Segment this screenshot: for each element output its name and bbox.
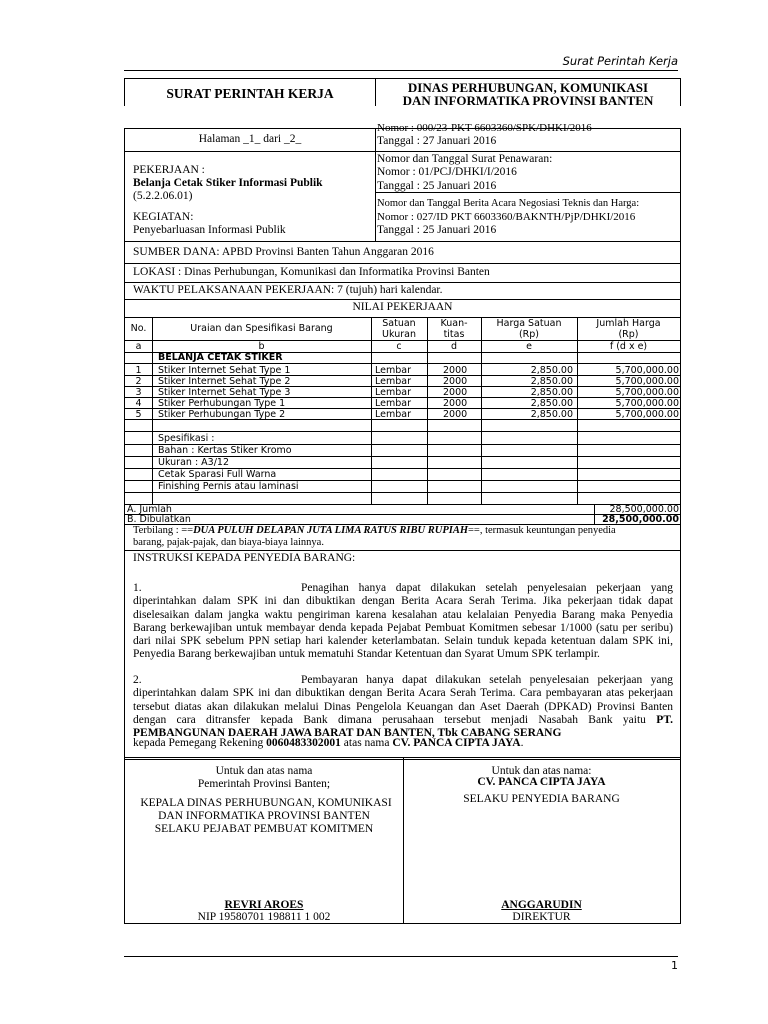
agency-name-line2: DAN INFORMATIKA PROVINSI BANTEN xyxy=(402,93,654,106)
letter-f: f (d x e) xyxy=(609,341,648,352)
page-number: 1 xyxy=(671,959,678,972)
dibulatkan-value: 28,500,000.00 xyxy=(602,514,679,525)
negosiasi-label: Nomor dan Tanggal Berita Acara Negosiasi Teknis dan Harga: xyxy=(377,198,640,209)
penawaran-nomor: Nomor : 01/PCJ/DHKI/I/2016 xyxy=(377,166,517,178)
row-price: 2,850.00 xyxy=(530,365,573,376)
signature-block xyxy=(124,757,681,924)
rule xyxy=(125,550,680,551)
sig-left-nip: NIP 19580701 198811 1 002 xyxy=(197,911,331,923)
bank-name: PT. PEMBANGUNAN DAERAH JAWA BARAT DAN BANTEN, Tbk CABANG SERANG xyxy=(133,713,674,740)
kegiatan-name: Penyebarluasan Informasi Publik xyxy=(133,224,286,236)
letter-e: e xyxy=(526,341,532,352)
rule xyxy=(125,299,680,300)
instruksi-item2 xyxy=(133,674,673,740)
row-price: 2,850.00 xyxy=(530,398,573,409)
instruksi-title: INSTRUKSI KEPADA PENYEDIA BARANG: xyxy=(133,552,356,564)
row-total: 5,700,000.00 xyxy=(615,365,679,376)
negosiasi-nomor: Nomor : 027/ID PKT 6603360/BAKNTH/PjP/DHKI/2016 xyxy=(377,211,636,223)
th-uraian: Uraian dan Spesifikasi Barang xyxy=(190,323,333,334)
th-satuan-2: Ukuran xyxy=(382,329,416,340)
jumlah-value: 28,500,000.00 xyxy=(609,504,679,515)
row-price: 2,850.00 xyxy=(530,376,573,387)
kegiatan-label: KEGIATAN: xyxy=(133,211,194,223)
row-unit: Lembar xyxy=(375,409,411,420)
rekening-line xyxy=(133,737,523,749)
rule xyxy=(125,363,680,364)
sig-right-name: ANGGARUDIN xyxy=(501,899,582,911)
rekening-end: . xyxy=(520,737,524,749)
rule xyxy=(376,192,680,193)
row-qty: 2000 xyxy=(443,398,468,409)
terbilang-suffix: ==, termasuk keuntungan penyedia xyxy=(468,525,616,536)
instruksi-item1: Penagihan hanya dapat dilakukan setelah penyelesaian pekerjaan yang diperintahkan dalam SPK ini dan dibuktikan dengan Berita Acara Serah Terima. Jika pekerjaan tidak dapat diselesaikan dalam jangka waktu pengiriman karena kesalahan atau kelalaian Penyedia Barang maka Penyedia Barang berkewajiban untuk membayar denda kepada Pejabat Pembuat Komitmen sebesar 1/1000 (satu per seribu) dari nilai SPK sebelum PPN setiap hari kalender keterlambatan. Selain tunduk kepada ketentuan dalam SPK ini, Penyedia Barang berkewajiban untuk mematuhi Standar Ketentuan dan Syarat Umum SPK terlampir. xyxy=(133,582,673,661)
negosiasi-tanggal: Tanggal : 25 Januari 2016 xyxy=(377,224,497,236)
spec-item: Cetak Sparasi Full Warna xyxy=(158,469,277,480)
letter-b: b xyxy=(258,341,265,352)
row-qty: 2000 xyxy=(443,387,468,398)
sig-right-role: SELAKU PENYEDIA BARANG xyxy=(463,793,620,805)
pekerjaan-code: (5.2.2.06.01) xyxy=(133,190,193,202)
group-title: BELANJA CETAK STIKER xyxy=(158,352,283,363)
spk-title: SURAT PERINTAH KERJA xyxy=(166,86,334,101)
penawaran-tanggal: Tanggal : 25 Januari 2016 xyxy=(377,180,497,192)
row-unit: Lembar xyxy=(375,365,411,376)
rekening-prefix: kepada Pemegang Rekening xyxy=(133,737,264,749)
th-satuan: Satuan xyxy=(382,318,416,329)
row-desc: Stiker Internet Sehat Type 1 xyxy=(158,365,291,376)
row-qty: 2000 xyxy=(443,365,468,376)
row-price: 2,850.00 xyxy=(530,387,573,398)
row-total: 5,700,000.00 xyxy=(615,376,679,387)
row-unit: Lembar xyxy=(375,376,411,387)
sig-left-line2: Pemerintah Provinsi Banten; xyxy=(197,778,331,790)
rule xyxy=(125,431,680,432)
agency-name-line1: DINAS PERHUBUNGAN, KOMUNIKASI xyxy=(407,80,649,95)
lokasi: LOKASI : Dinas Perhubungan, Komunikasi dan Informatika Provinsi Banten xyxy=(133,266,490,278)
row-desc: Stiker Internet Sehat Type 3 xyxy=(158,387,291,398)
letter-c: c xyxy=(396,341,402,352)
spec-item: Ukuran : A3/12 xyxy=(158,457,230,468)
instruksi-item1-no: 1. xyxy=(133,582,142,594)
jumlah-label: A. Jumlah xyxy=(127,504,172,515)
title-right xyxy=(376,79,680,106)
divider-top xyxy=(375,129,376,241)
terbilang-line1 xyxy=(133,525,616,536)
sig-left-name: REVRI AROES xyxy=(224,899,304,911)
instruksi-item2-no: 2. xyxy=(133,674,142,686)
spk-nomor-clipped: Nomor : 000/23-PKT-6603360/SPK/DHKI/2016 xyxy=(377,122,592,134)
letter-d: d xyxy=(450,341,458,352)
row-desc: Stiker Perhubungan Type 2 xyxy=(158,409,286,420)
row-no: 3 xyxy=(135,387,142,398)
rekening-mid: atas nama xyxy=(343,737,390,749)
rule xyxy=(125,419,680,420)
rekening-name: CV. PANCA CIPTA JAYA xyxy=(392,737,521,749)
terbilang-prefix: Terbilang : == xyxy=(133,525,194,536)
header-rule xyxy=(124,70,678,71)
instruksi-item2-text: Pembayaran hanya dapat dilakukan setelah penyelesaian pekerjaan yang diperintahkan dalam SPK ini dan dibuktikan dengan Berita Acara Serah Terima. Cara pembayaran atas pekerjaan tersebut diatas akan dilakukan melalui Dinas Pengelola Keuangan dan Aset Daerah (DPKAD) Provinsi Banten dengan cara ditransfer kepada Bank dimana perusahaan tersebut menjadi Nasabah Bank yaitu xyxy=(133,674,673,726)
row-desc: Stiker Perhubungan Type 1 xyxy=(158,398,286,409)
penawaran-label: Nomor dan Tanggal Surat Penawaran: xyxy=(377,153,553,165)
sig-left-role1: KEPALA DINAS PERHUBUNGAN, KOMUNIKASI xyxy=(140,797,392,809)
sig-left-role3: SELAKU PEJABAT PEMBUAT KOMITMEN xyxy=(154,823,374,835)
row-total: 5,700,000.00 xyxy=(615,398,679,409)
sig-right-line1: Untuk dan atas nama: xyxy=(491,765,592,777)
row-no: 5 xyxy=(135,409,142,420)
title-left xyxy=(125,79,376,106)
nilai-title: NILAI PEKERJAAN xyxy=(352,301,453,313)
row-unit: Lembar xyxy=(375,387,411,398)
terbilang-words: DUA PULUH DELAPAN JUTA LIMA RATUS RIBU RUPIAH xyxy=(193,525,468,536)
row-qty: 2000 xyxy=(443,409,468,420)
th-kuantitas-2: titas xyxy=(443,329,465,340)
page-count: Halaman _1_ dari _2_ xyxy=(198,133,302,145)
th-harga: Harga Satuan xyxy=(496,318,562,329)
spk-tanggal: Tanggal : 27 Januari 2016 xyxy=(377,135,497,147)
pekerjaan-label: PEKERJAAN : xyxy=(133,164,205,176)
letter-a: a xyxy=(135,341,142,352)
row-no: 1 xyxy=(135,365,142,376)
sig-left-line1: Untuk dan atas nama xyxy=(215,765,313,777)
row-qty: 2000 xyxy=(443,376,468,387)
row-total: 5,700,000.00 xyxy=(615,387,679,398)
spec-item: Bahan : Kertas Stiker Kromo xyxy=(158,445,292,456)
rule xyxy=(125,492,680,493)
th-kuantitas: Kuan- xyxy=(440,318,468,329)
spec-item: Finishing Pernis atau laminasi xyxy=(158,481,299,492)
rule xyxy=(125,151,680,152)
rule xyxy=(125,241,680,242)
row-unit: Lembar xyxy=(375,398,411,409)
row-desc: Stiker Internet Sehat Type 2 xyxy=(158,376,291,387)
th-jumlah: Jumlah Harga xyxy=(596,318,661,329)
dibulatkan-label: B. Dibulatkan xyxy=(127,514,191,525)
spec-label: Spesifikasi : xyxy=(158,433,215,444)
running-header: Surat Perintah Kerja xyxy=(562,54,678,68)
sig-right-title: DIREKTUR xyxy=(512,911,571,923)
row-total: 5,700,000.00 xyxy=(615,409,679,420)
waktu-pelaksanaan: WAKTU PELAKSANAAN PEKERJAAN: 7 (tujuh) hari kalendar. xyxy=(133,284,443,296)
row-no: 2 xyxy=(135,376,142,387)
sig-right-company: CV. PANCA CIPTA JAYA xyxy=(477,776,606,788)
rule xyxy=(125,263,680,264)
terbilang-line2: barang, pajak-pajak, dan biaya-biaya lainnya. xyxy=(133,537,324,548)
title-box xyxy=(124,78,681,106)
row-price: 2,850.00 xyxy=(530,409,573,420)
rekening-number: 0060483302001 xyxy=(266,737,341,749)
footer-rule xyxy=(124,956,678,957)
sig-left-role2: DAN INFORMATIKA PROVINSI BANTEN xyxy=(158,810,370,822)
rule xyxy=(125,282,680,283)
pekerjaan-name: Belanja Cetak Stiker Informasi Publik xyxy=(133,177,323,189)
th-jumlah-2: (Rp) xyxy=(618,329,639,340)
th-harga-2: (Rp) xyxy=(518,329,540,340)
th-no: No. xyxy=(130,323,147,334)
row-no: 4 xyxy=(135,398,142,409)
sumber-dana: SUMBER DANA: APBD Provinsi Banten Tahun Anggaran 2016 xyxy=(133,246,434,258)
spk-body xyxy=(124,122,681,760)
